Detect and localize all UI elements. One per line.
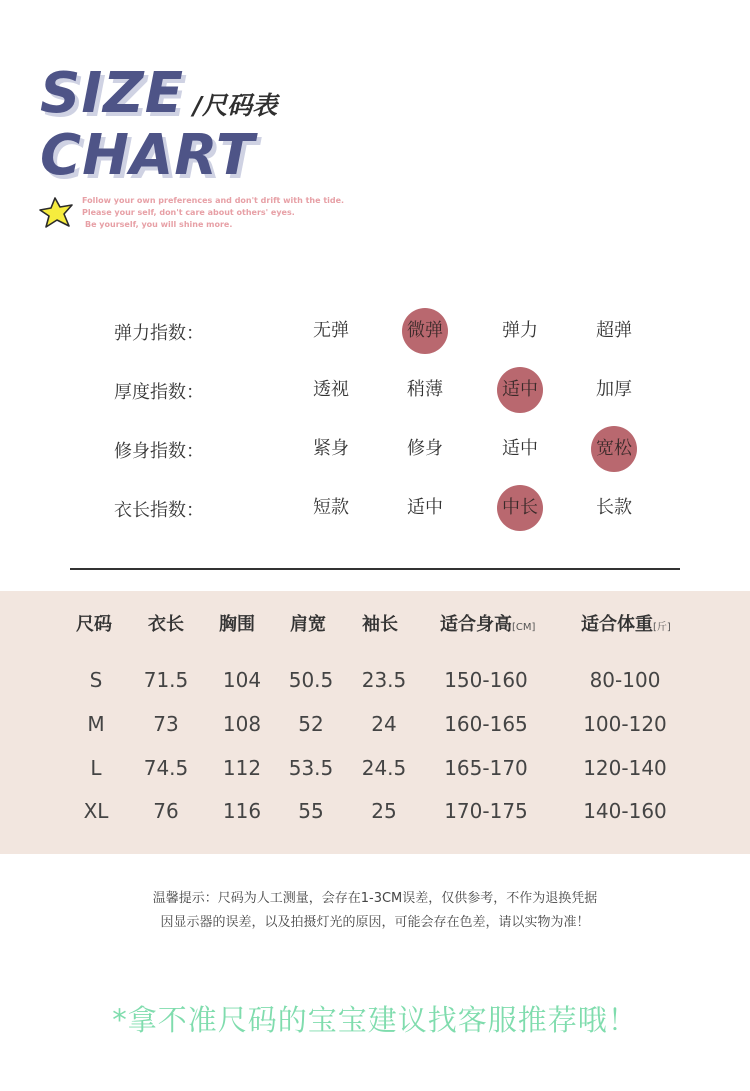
index-option: 短款 xyxy=(313,497,349,518)
table-cell: 108 xyxy=(222,712,262,736)
table-cell: 55 xyxy=(298,799,324,823)
index-option: 无弹 xyxy=(313,320,349,341)
table-cell: 73 xyxy=(153,712,179,736)
title-cn: /尺码表 xyxy=(193,91,278,120)
col-header-weight xyxy=(581,610,671,636)
table-cell: 76 xyxy=(153,799,179,823)
index-option: 适中 xyxy=(407,497,443,518)
table-cell: 104 xyxy=(222,668,262,692)
col-header-label: 适合体重 xyxy=(581,614,653,635)
slogan-line: Be yourself, you will shine more. xyxy=(85,220,233,229)
table-cell: 150-160 xyxy=(444,668,528,692)
table-cell: 24.5 xyxy=(361,756,407,780)
index-option: 稍薄 xyxy=(407,379,443,400)
table-cell: 80-100 xyxy=(589,668,661,692)
col-header-sleeve xyxy=(362,610,398,636)
note-line: 温馨提示：尺码为人工测量，会存在1-3CM误差，仅供参考，不作为退换凭据 xyxy=(152,891,598,906)
note-line: 因显示器的误差，以及拍摄灯光的原因，可能会存在色差，请以实物为准！ xyxy=(160,915,590,930)
table-cell: 24 xyxy=(371,712,397,736)
table-cell: 71.5 xyxy=(143,668,189,692)
col-header-unit: [CM] xyxy=(512,622,536,633)
col-header-height xyxy=(440,610,535,636)
col-header-size xyxy=(76,610,112,636)
col-header-label: 尺码 xyxy=(76,614,112,635)
index-label-thickness: 厚度指数： xyxy=(114,382,204,403)
table-cell: 25 xyxy=(371,799,397,823)
table-cell: 120-140 xyxy=(583,756,667,780)
col-header-label: 肩宽 xyxy=(290,614,326,635)
table-cell: 116 xyxy=(222,799,262,823)
table-cell: M xyxy=(87,712,105,736)
index-option: 紧身 xyxy=(313,438,349,459)
table-cell: 112 xyxy=(222,756,262,780)
col-header-length xyxy=(148,610,184,636)
col-header-label: 袖长 xyxy=(362,614,398,635)
table-cell: 160-165 xyxy=(444,712,528,736)
col-header-unit: [斤] xyxy=(653,622,671,633)
index-option: 适中 xyxy=(497,367,543,413)
table-cell: 52 xyxy=(298,712,324,736)
col-header-shoulder xyxy=(290,610,326,636)
index-option: 宽松 xyxy=(591,426,637,472)
index-option: 微弹 xyxy=(402,308,448,354)
table-cell: 165-170 xyxy=(444,756,528,780)
table-cell: L xyxy=(90,756,102,780)
table-cell: 53.5 xyxy=(288,756,334,780)
index-option: 适中 xyxy=(502,438,538,459)
index-option: 透视 xyxy=(313,379,349,400)
table-cell: XL xyxy=(83,799,109,823)
index-label-elasticity: 弹力指数： xyxy=(114,323,204,344)
divider xyxy=(70,568,680,570)
index-option: 弹力 xyxy=(502,320,538,341)
index-option: 加厚 xyxy=(596,379,632,400)
title-size: SIZE xyxy=(40,61,185,126)
index-option: 中长 xyxy=(497,485,543,531)
col-header-label: 适合身高 xyxy=(440,614,512,635)
table-cell: 50.5 xyxy=(288,668,334,692)
col-header-label: 衣长 xyxy=(148,614,184,635)
index-option: 超弹 xyxy=(596,320,632,341)
index-label-fit: 修身指数： xyxy=(114,441,204,462)
table-cell: 170-175 xyxy=(444,799,528,823)
table-cell: 140-160 xyxy=(583,799,667,823)
col-header-label: 胸围 xyxy=(219,614,255,635)
table-cell: 23.5 xyxy=(361,668,407,692)
index-option: 修身 xyxy=(407,438,443,459)
table-cell: 74.5 xyxy=(143,756,189,780)
col-header-chest xyxy=(219,610,255,636)
table-cell: 100-120 xyxy=(583,712,667,736)
index-label-length: 衣长指数： xyxy=(114,500,204,521)
table-cell: S xyxy=(89,668,103,692)
title-chart: CHART xyxy=(40,123,256,188)
star-icon xyxy=(38,196,76,230)
slogan-line: Follow your own preferences and don't drift with the tide. xyxy=(82,196,345,205)
customer-service-cta: *拿不准尺码的宝宝建议找客服推荐哦！ xyxy=(112,1003,638,1037)
index-option: 长款 xyxy=(596,497,632,518)
slogan-line: Please your self, don't care about others' eyes. xyxy=(82,208,295,217)
